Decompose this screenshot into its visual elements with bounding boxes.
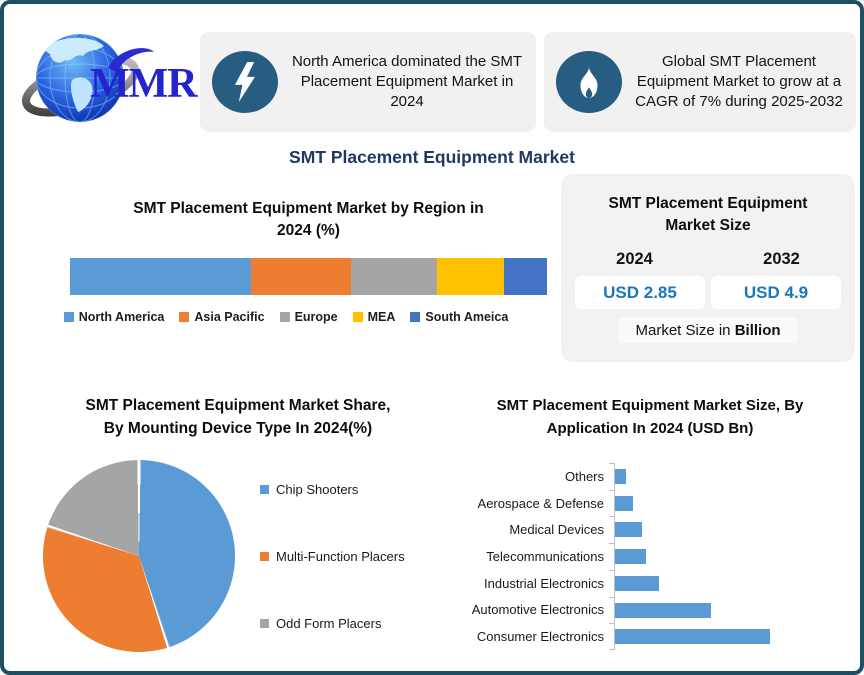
bar-aerospace-defense [615, 496, 633, 511]
bar-row-others [452, 463, 832, 490]
legend-item-europe [280, 310, 338, 324]
market-value-2024: USD 2.85 [575, 276, 705, 309]
legend-label: North America [78, 310, 165, 324]
flame-icon [556, 51, 622, 113]
bar-industrial-electronics [615, 576, 659, 591]
bar-row-medical-devices [452, 516, 832, 543]
axis-tick [609, 490, 614, 491]
market-size-card [561, 174, 855, 362]
bar-segment-mea [437, 258, 504, 295]
bar-others [615, 469, 626, 484]
unit-note-prefix: Market Size in [635, 321, 735, 339]
bar-row-automotive-electronics [452, 597, 832, 624]
legend-marker [260, 552, 269, 561]
bar-row-aerospace-defense [452, 490, 832, 517]
legend-label: Europe [294, 310, 338, 324]
legend-marker [410, 312, 420, 322]
axis-tick [609, 516, 614, 517]
legend-item-odd-form-placers [260, 616, 381, 631]
legend-item-south-ameica [410, 310, 508, 324]
bar-category-label: Aerospace & Defense [477, 495, 604, 511]
hbar-title-line1: SMT Placement Equipment Market Size, By [496, 397, 804, 414]
legend-item-asia-pacific [179, 310, 264, 324]
bar-medical-devices [615, 522, 642, 537]
years-row [561, 250, 855, 269]
region-chart-title [70, 198, 547, 243]
application-bar-chart [452, 463, 832, 650]
region-chart-title-line1: SMT Placement Equipment Market by Region in [133, 200, 484, 217]
bar-category-label: Automotive Electronics [471, 602, 604, 618]
region-legend [18, 310, 554, 324]
bar-row-telecommunications [452, 543, 832, 570]
bar-segment-south-ameica [504, 258, 547, 295]
bar-category-label: Telecommunications [486, 548, 604, 564]
values-row [561, 276, 855, 309]
bar-consumer-electronics [615, 629, 770, 644]
legend-label: Asia Pacific [194, 310, 265, 324]
region-chart-title-line2: 2024 (%) [277, 222, 340, 240]
callout-cagr [544, 32, 856, 132]
pie-title-line1: SMT Placement Equipment Market Share, [85, 397, 391, 414]
application-chart-title [446, 394, 854, 441]
mounting-device-pie [43, 460, 235, 652]
legend-item-mea [353, 310, 396, 324]
legend-label: Chip Shooters [276, 482, 359, 497]
axis-tick [609, 570, 614, 571]
axis-tick [609, 623, 614, 624]
bar-row-industrial-electronics [452, 570, 832, 597]
axis-tick [609, 597, 614, 598]
lightning-icon [212, 51, 278, 113]
legend-marker [353, 312, 363, 322]
bar-telecommunications [615, 549, 646, 564]
bar-segment-north-america [70, 258, 251, 295]
bar-category-label: Medical Devices [509, 522, 604, 538]
axis-tick [609, 463, 614, 464]
bar-segment-europe [351, 258, 437, 295]
year-2032-label: 2032 [763, 249, 800, 268]
pie-title-line2: By Mounting Device Type In 2024(%) [103, 420, 373, 438]
bar-segment-asia-pacific [251, 258, 351, 295]
bar-row-consumer-electronics [452, 623, 832, 650]
mmr-logo [20, 22, 198, 132]
market-size-unit-note [619, 318, 796, 343]
bar-category-label: Industrial Electronics [484, 575, 604, 591]
legend-marker [64, 312, 74, 322]
market-value-2032: USD 4.9 [711, 276, 841, 309]
region-stacked-bar [70, 258, 547, 295]
axis-tick [609, 543, 614, 544]
logo-wordmark: MMR [90, 61, 197, 107]
callout-text: North America dominated the SMT Placement Equipment Market in 2024 [291, 52, 523, 111]
page-title: SMT Placement Equipment Market [289, 147, 575, 167]
legend-label: Odd Form Placers [276, 616, 382, 631]
legend-marker [280, 312, 290, 322]
legend-label: South Ameica [425, 310, 509, 324]
legend-item-north-america [64, 310, 165, 324]
legend-item-chip-shooters [260, 482, 358, 497]
bar-automotive-electronics [615, 603, 711, 618]
axis-tick [609, 649, 614, 650]
card-title-line1: SMT Placement Equipment [608, 195, 808, 212]
callout-text: Global SMT Placement Equipment Market to grow at a CAGR of 7% during 2025-2032 [635, 52, 843, 111]
legend-item-multi-function-placers [260, 549, 405, 564]
legend-marker [179, 312, 189, 322]
hbar-title-line2: Application In 2024 (USD Bn) [546, 420, 754, 438]
bar-category-label: Others [564, 468, 604, 484]
legend-label: Multi-Function Placers [276, 549, 405, 564]
card-title-line2: Market Size [665, 217, 751, 235]
bar-category-label: Consumer Electronics [476, 629, 604, 645]
market-size-card-title [561, 193, 855, 238]
year-2024-label: 2024 [616, 249, 653, 268]
pie-chart-title [40, 394, 436, 441]
callout-north-america [200, 32, 536, 132]
legend-marker [260, 619, 269, 628]
legend-label: MEA [367, 310, 396, 324]
legend-marker [260, 485, 269, 494]
unit-note-bold: Billion [734, 321, 781, 339]
